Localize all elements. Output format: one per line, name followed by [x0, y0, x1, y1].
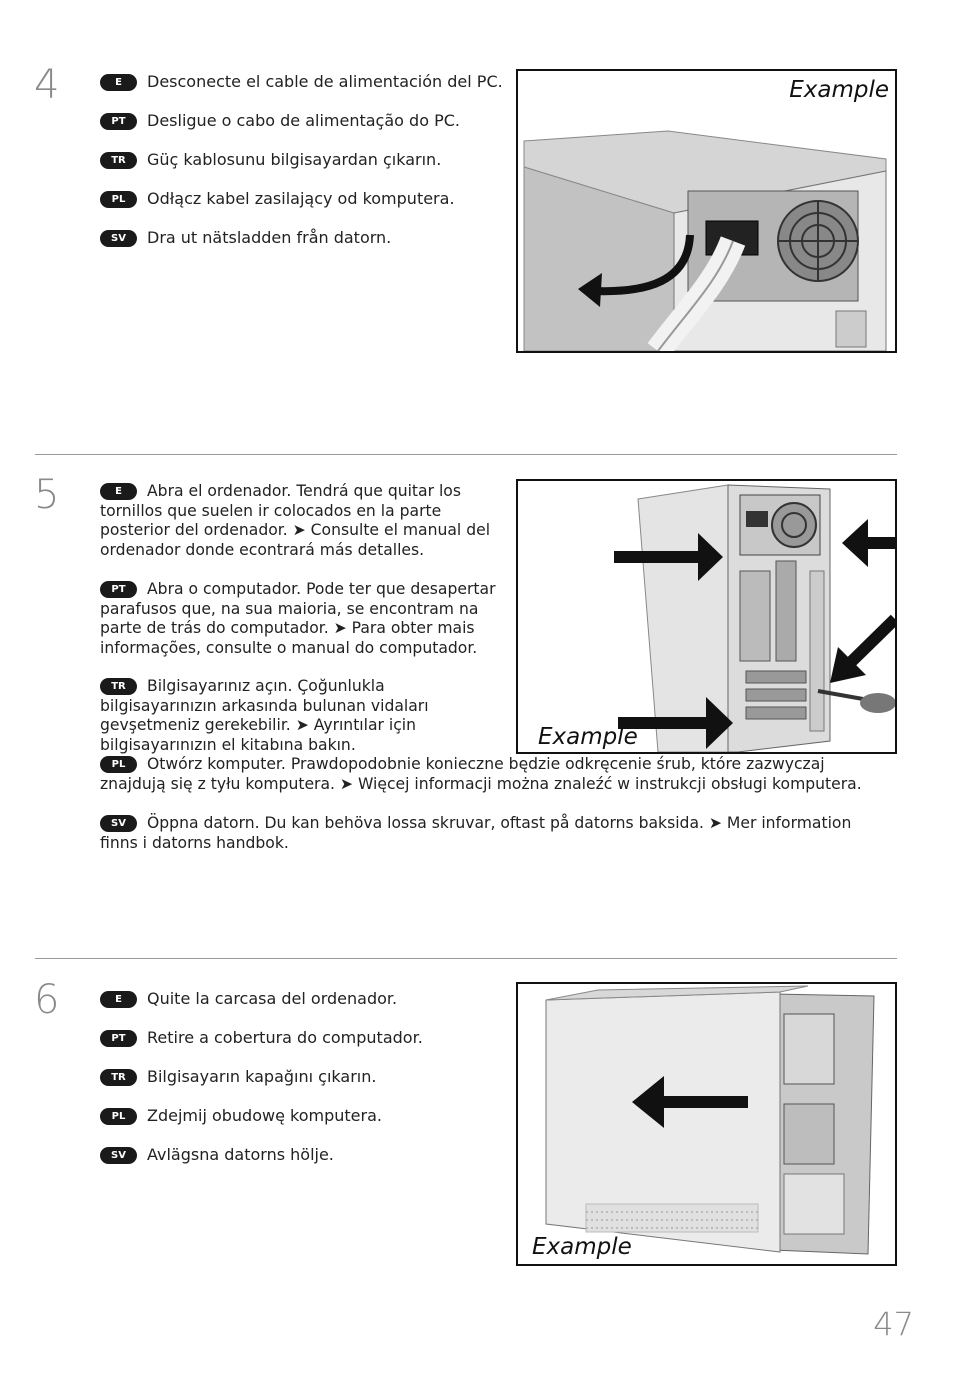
language-badge-pt: PT	[100, 581, 137, 598]
language-badge-e: E	[100, 991, 137, 1008]
step-number-6: 6	[34, 977, 59, 1023]
language-badge-tr: TR	[100, 1069, 137, 1086]
instruction-es	[100, 482, 500, 560]
language-badge-pt: PT	[100, 1030, 137, 1047]
instruction-text: Bilgisayarın kapağını çıkarın.	[147, 1067, 377, 1086]
language-badge-tr: TR	[100, 152, 137, 169]
instruction-text: Quite la carcasa del ordenador.	[147, 989, 398, 1008]
instruction-text: Abra o computador. Pode ter que desapertar parafusos que, na sua maioria, se encontram na parte de trás do computador. ➤ Para obter mais informações, consulte o manual do computador.	[100, 580, 496, 657]
section-divider	[35, 958, 897, 959]
remove-cover-image	[518, 984, 895, 1264]
instruction-sv	[100, 1145, 334, 1164]
step-number-5: 5	[34, 472, 59, 518]
language-badge-sv: SV	[100, 815, 137, 832]
language-badge-e: E	[100, 74, 137, 91]
instruction-pt	[100, 1028, 423, 1047]
instruction-text: Zdejmij obudowę komputera.	[147, 1106, 382, 1125]
page-number: 47	[873, 1305, 914, 1343]
step-number-4: 4	[34, 62, 59, 108]
language-badge-pl: PL	[100, 1108, 137, 1125]
example-label: Example	[532, 1234, 632, 1260]
step-5-illustration	[516, 479, 897, 754]
remove-screws-image	[518, 481, 895, 752]
instruction-text: Abra el ordenador. Tendrá que quitar los tornillos que suelen ir colocados en la parte posterior del ordenador. ➤ Consulte el manual del ordenador donde econtrará más detalles.	[100, 482, 491, 559]
language-badge-pl: PL	[100, 191, 137, 208]
language-badge-tr: TR	[100, 678, 137, 695]
language-badge-sv: SV	[100, 1147, 137, 1164]
section-divider	[35, 454, 897, 455]
instruction-pt	[100, 580, 500, 658]
instruction-text: Bilgisayarınız açın. Çoğunlukla bilgisayarınızın arkasında bulunan vidaları gevşetmeniz gerekebilir. ➤ Ayrıntılar için bilgisayarınızın el kitabına bakın.	[100, 677, 429, 754]
step-6-illustration	[516, 982, 897, 1266]
example-label: Example	[789, 77, 889, 103]
step-4-illustration	[516, 69, 897, 353]
language-badge-pl: PL	[100, 756, 137, 773]
instruction-pl	[100, 189, 455, 208]
instruction-tr	[100, 1067, 376, 1086]
instruction-tr	[100, 150, 441, 169]
instruction-text: Desligue o cabo de alimentação do PC.	[147, 111, 460, 130]
instruction-text: Avlägsna datorns hölje.	[147, 1145, 334, 1164]
instruction-sv	[100, 228, 391, 247]
instruction-es	[100, 72, 503, 91]
instruction-pl	[100, 755, 890, 794]
example-label: Example	[538, 724, 638, 750]
instruction-es	[100, 989, 397, 1008]
language-badge-sv: SV	[100, 230, 137, 247]
language-badge-pt: PT	[100, 113, 137, 130]
instruction-text: Retire a cobertura do computador.	[147, 1028, 423, 1047]
instruction-text: Otwórz komputer. Prawdopodobnie konieczne będzie odkręcenie śrub, które zazwyczaj znajdują się z tyłu komputera. ➤ Więcej informacji można znaleźć w instrukcji obsługi komputera.	[100, 755, 862, 793]
unplug-power-cable-image	[518, 71, 895, 351]
language-badge-e: E	[100, 483, 137, 500]
instruction-text: Odłącz kabel zasilający od komputera.	[147, 189, 455, 208]
instruction-text: Desconecte el cable de alimentación del PC.	[147, 72, 503, 91]
instruction-sv	[100, 814, 890, 853]
instruction-text: Öppna datorn. Du kan behöva lossa skruvar, oftast på datorns baksida. ➤ Mer information finns i datorns handbok.	[100, 814, 852, 852]
instruction-pt	[100, 111, 460, 130]
instruction-tr	[100, 677, 495, 755]
instruction-text: Dra ut nätsladden från datorn.	[147, 228, 392, 247]
instruction-pl	[100, 1106, 382, 1125]
instruction-text: Güç kablosunu bilgisayardan çıkarın.	[147, 150, 442, 169]
